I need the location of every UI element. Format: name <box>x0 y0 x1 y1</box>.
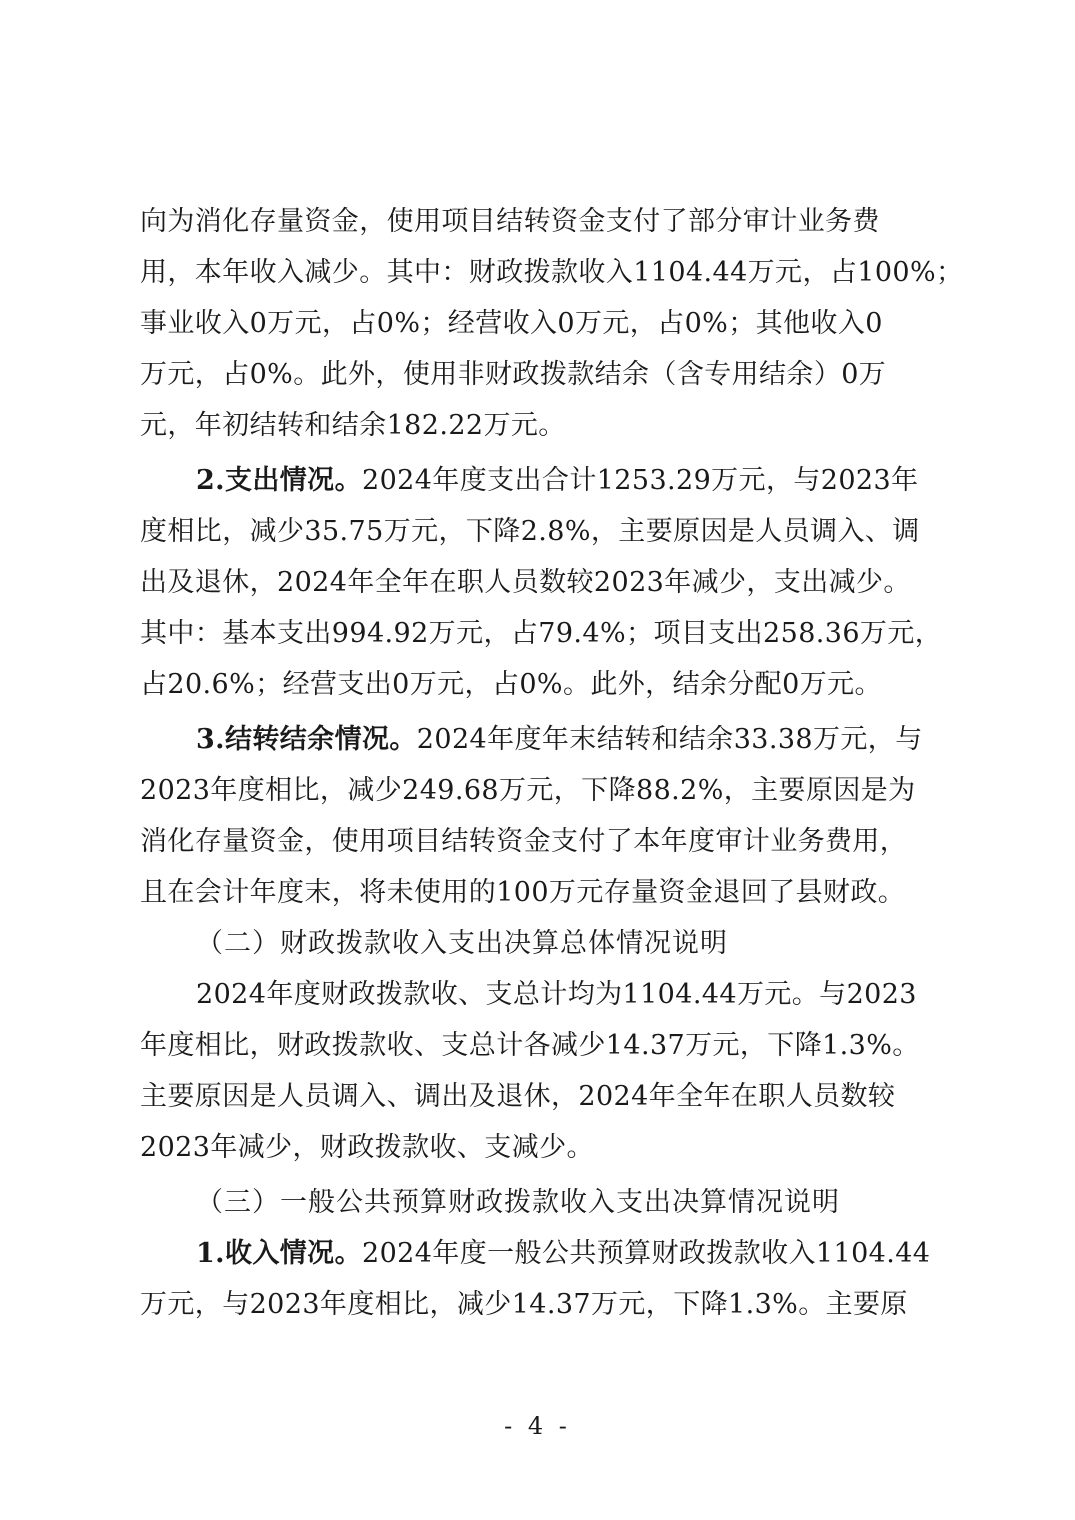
text-line: 主要原因是人员调入、调出及退休，2024年全年在职人员数较 <box>140 1081 896 1112</box>
text-line: 向为消化存量资金，使用项目结转资金支付了部分审计业务费 <box>140 206 880 237</box>
section-carryover-title: 3.结转结余情况。 <box>196 724 417 755</box>
text-line: 用，本年收入减少。其中：财政拨款收入1104.44万元，占100%； <box>140 257 964 288</box>
text-line: 2023年减少，财政拨款收、支减少。 <box>140 1132 594 1163</box>
text-line: 万元，与2023年度相比，减少14.37万元，下降1.3%。主要原 <box>140 1289 908 1320</box>
text-line: 年度相比，财政拨款收、支总计各减少14.37万元，下降1.3%。 <box>140 1030 920 1061</box>
section-carryover-first-line <box>140 714 940 765</box>
section-heading-two: （二）财政拨款收入支出决算总体情况说明 <box>196 928 728 959</box>
text-line: 元，年初结转和结余182.22万元。 <box>140 410 566 441</box>
section-expense-text: 2024年度支出合计1253.29万元，与2023年 <box>362 465 919 496</box>
text-line: 2023年度相比，减少249.68万元，下降88.2%，主要原因是为 <box>140 775 916 806</box>
text-line: 万元，占0%。此外，使用非财政拨款结余（含专用结余）0万 <box>140 359 887 390</box>
text-line: 消化存量资金，使用项目结转资金支付了本年度审计业务费用， <box>140 826 908 857</box>
section-heading-three: （三）一般公共预算财政拨款收入支出决算情况说明 <box>196 1187 840 1218</box>
section-expense-title: 2.支出情况。 <box>196 465 362 496</box>
text-line: 且在会计年度末，将未使用的100万元存量资金退回了县财政。 <box>140 877 906 908</box>
text-line: 其中：基本支出994.92万元，占79.4%；项目支出258.36万元， <box>140 618 943 649</box>
section-income-first-line <box>140 1228 940 1279</box>
document-body <box>140 196 964 1330</box>
section-carryover-text: 2024年度年末结转和结余33.38万元，与 <box>416 724 923 755</box>
text-line: 度相比，减少35.75万元，下降2.8%，主要原因是人员调入、调 <box>140 516 920 547</box>
text-line: 出及退休，2024年全年在职人员数较2023年减少，支出减少。 <box>140 567 911 598</box>
section-income-title: 1.收入情况。 <box>196 1238 362 1269</box>
text-line: 占20.6%；经营支出0万元，占0%。此外，结余分配0万元。 <box>140 669 882 700</box>
section-income-text: 2024年度一般公共预算财政拨款收入1104.44 <box>362 1238 931 1269</box>
text-line: 事业收入0万元，占0%；经营收入0万元，占0%；其他收入0 <box>140 308 883 339</box>
text-line: 2024年度财政拨款收、支总计均为1104.44万元。与2023 <box>196 979 917 1010</box>
section-expense-first-line <box>140 455 940 506</box>
page-number: - 4 - <box>504 1412 571 1440</box>
